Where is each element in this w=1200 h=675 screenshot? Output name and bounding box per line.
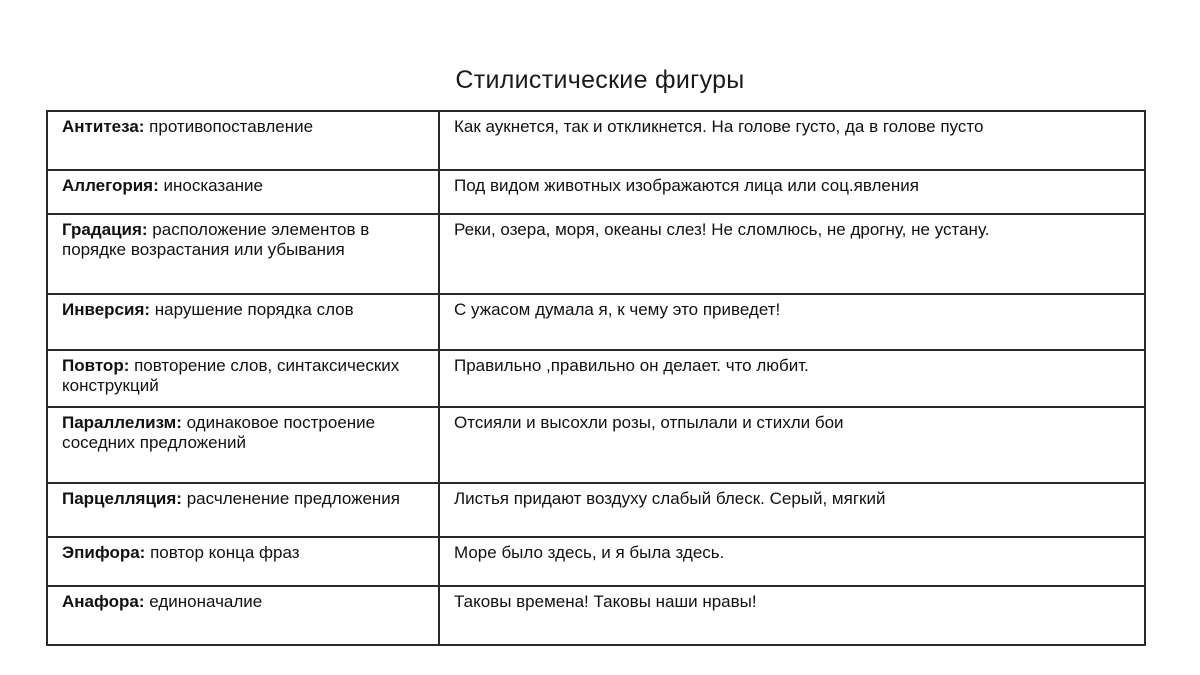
slide-title: Стилистические фигуры — [455, 66, 745, 94]
table-row-gradation — [47, 214, 1145, 294]
term-definition: расположение элементов в порядке возрастания или убывания — [62, 220, 370, 259]
term-definition: повтор конца фраз — [145, 543, 300, 562]
example-cell: Листья придают воздуху слабый блеск. Серый, мягкий — [439, 483, 1145, 537]
table-row-inversion — [47, 294, 1145, 350]
term-definition: нарушение порядка слов — [150, 300, 354, 319]
example-cell: Море было здесь, и я была здесь. — [439, 537, 1145, 586]
table-row-anaphora — [47, 586, 1145, 645]
example-cell: Как аукнется, так и откликнется. На голове густо, да в голове пусто — [439, 111, 1145, 170]
term-name: Эпифора: — [62, 543, 146, 562]
term-cell — [47, 537, 439, 586]
table-row-repetition — [47, 350, 1145, 407]
table-row-parallelism — [47, 407, 1145, 483]
term-cell — [47, 111, 439, 170]
example-cell: С ужасом думала я, к чему это приведет! — [439, 294, 1145, 350]
example-cell: Отсияли и высохли розы, отпылали и стихли бои — [439, 407, 1145, 483]
term-definition: иносказание — [158, 176, 263, 195]
term-name: Антитеза: — [62, 117, 145, 136]
term-name: Повтор: — [62, 356, 130, 375]
term-cell — [47, 586, 439, 645]
term-name: Градация: — [62, 220, 148, 239]
example-cell: Реки, озера, моря, океаны слез! Не сломлюсь, не дрогну, не устану. — [439, 214, 1145, 294]
table-row-parcellation — [47, 483, 1145, 537]
term-cell — [47, 407, 439, 483]
example-cell: Таковы времена! Таковы наши нравы! — [439, 586, 1145, 645]
term-cell — [47, 483, 439, 537]
example-cell: Правильно ,правильно он делает. что любит. — [439, 350, 1145, 407]
term-cell — [47, 294, 439, 350]
example-cell: Под видом животных изображаются лица или соц.явления — [439, 170, 1145, 214]
term-cell — [47, 170, 439, 214]
stylistic-figures-table — [46, 110, 1146, 646]
term-definition: единоначалие — [144, 592, 263, 611]
term-definition: расчленение предложения — [181, 489, 400, 508]
table-row-allegory — [47, 170, 1145, 214]
term-cell — [47, 214, 439, 294]
term-name: Аллегория: — [62, 176, 159, 195]
term-name: Инверсия: — [62, 300, 151, 319]
term-name: Анафора: — [62, 592, 145, 611]
term-definition: одинаковое построение соседних предложений — [62, 413, 376, 452]
table-row-epiphora — [47, 537, 1145, 586]
term-definition: повторение слов, синтаксических конструкций — [62, 356, 400, 395]
term-name: Параллелизм: — [62, 413, 182, 432]
term-cell — [47, 350, 439, 407]
term-definition: противопоставление — [144, 117, 314, 136]
term-name: Парцелляция: — [62, 489, 182, 508]
table-row-antithesis — [47, 111, 1145, 170]
